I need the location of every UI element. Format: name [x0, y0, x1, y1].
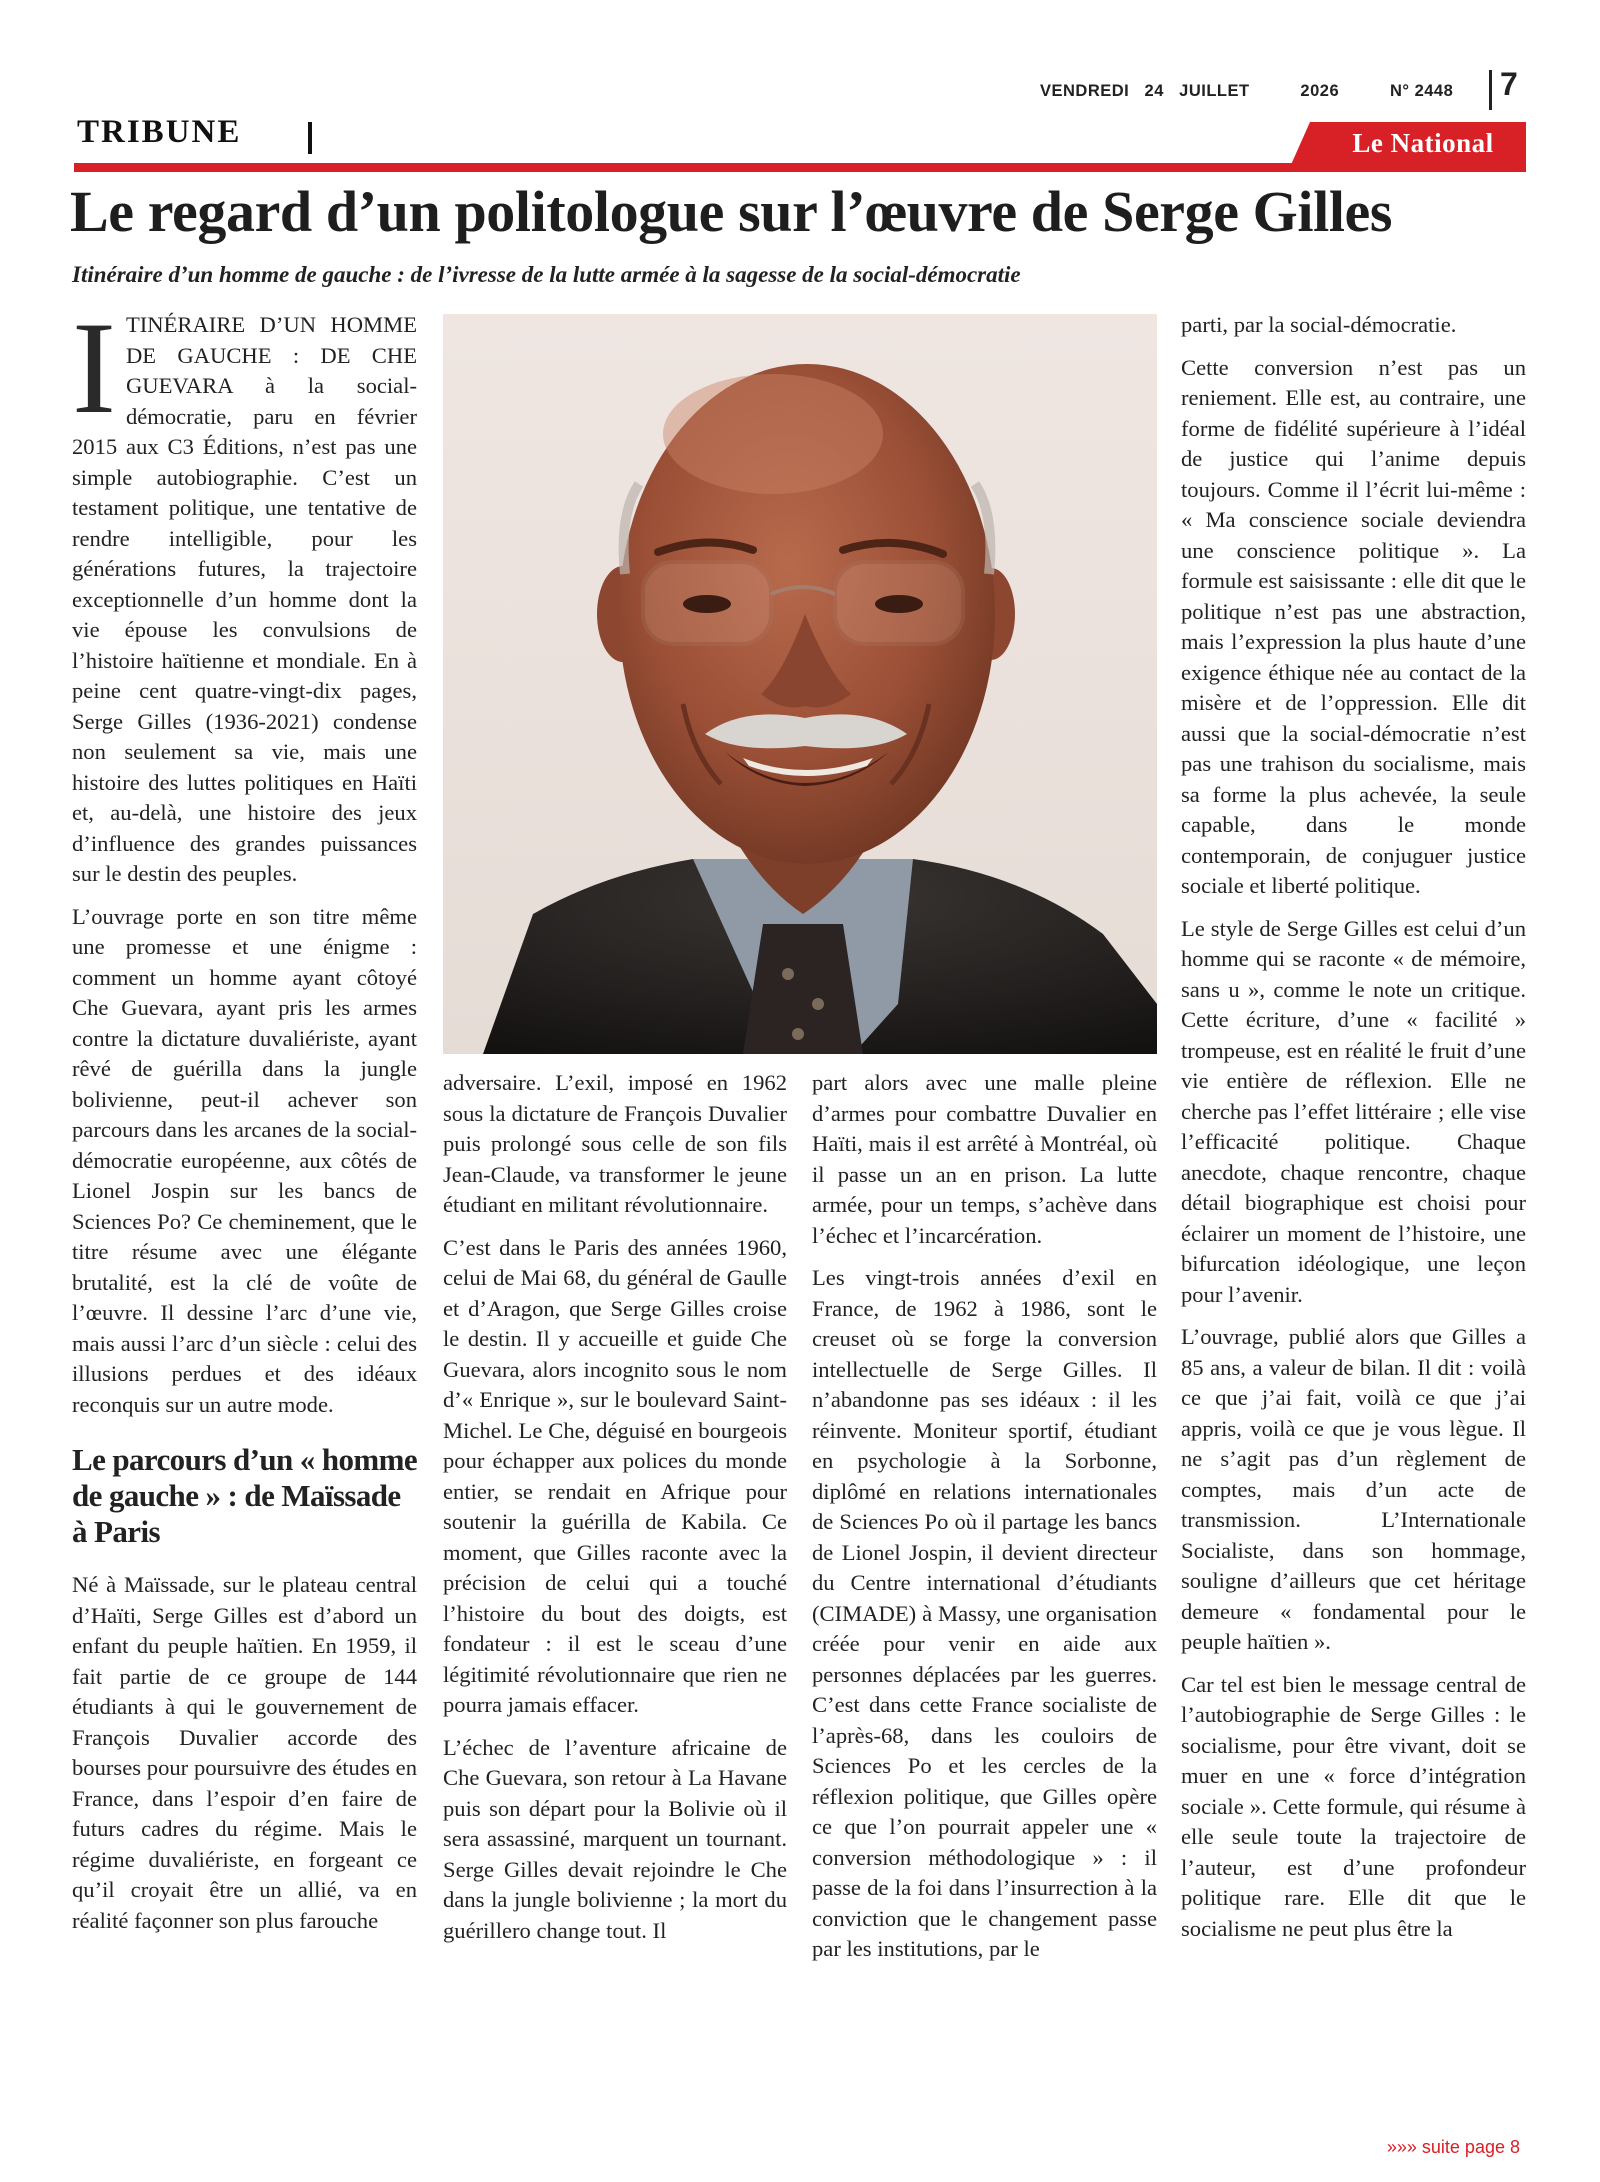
paragraph: L’échec de l’aventure africaine de Che Guevara, son retour à La Havane puis son départ pour la Bolivie où il sera assassiné, marquent un tournant. Serge Gilles devait rejoindre le Che dans la jungle bolivienne ; la mort du guérillero change tout. Il: [443, 1734, 787, 1943]
issue-year: 2026: [1300, 82, 1340, 100]
issue-month: JUILLET: [1179, 82, 1250, 100]
article-column-3: [812, 1068, 1157, 1977]
article-column-1: [72, 294, 417, 1948]
paragraph: L’ouvrage porte en son titre même une promesse et une énigme : comment un homme ayant côtoyé Che Guevara, ayant pris les armes contre la dictature duvaliériste, ayant rêvé de guérilla dans la jungle bolivienne, peut-il achever son parcours dans les arcanes de la social-démocratie européenne, aux côtés de Lionel Jospin sur les bancs de Sciences Po? Ce cheminement, que le titre résume avec une élégante brutalité, est la clé de voûte de l’œuvre. Il dessine l’arc d’une vie, mais aussi l’arc d’un siècle : celui des illusions perdues et des idéaux reconquis sur un autre mode.: [72, 903, 417, 1417]
article-subtitle: Itinéraire d’un homme de gauche : de l’ivresse de la lutte armée à la sagesse de la social-démocratie: [72, 262, 1021, 287]
section-divider: [308, 122, 312, 154]
lede-text: TINÉRAIRE D’UN HOMME DE GAUCHE : DE CHE GUEVARA à la social-démocratie, paru en février 2015 aux C3 Éditions, n’est pas une simple autobiographie. C’est un testament politique, une tentative de rendre intelligible, pour les générations futures, la trajectoire exceptionnelle d’un homme dont la vie épouse les convulsions de l’histoire haïtienne et mondiale. En à peine cent quatre-vingt-dix pages, Serge Gilles (1936-2021) condense non seulement sa vie, mais une histoire des luttes politiques en Haïti et, au-delà, une histoire des jeux d’influence des grandes puissances sur le destin des peuples.: [72, 312, 417, 886]
paragraph: C’est dans le Paris des années 1960, celui de Mai 68, du général de Gaulle et d’Aragon, que Serge Gilles croise le destin. Il y accueille et guide Che Guevara, alors incognito sous le nom d’« Enrique », sur le boulevard Saint-Michel. Le Che, déguisé en bourgeois pour échapper aux polices du monde entier, se rendait en Afrique pour soutenir la guérilla de Kabila. Ce moment, que Gilles raconte avec la précision de celui qui a touché l’histoire du bout des doigts, est fondateur : il est le sceau d’une légitimité révolutionnaire que rien ne pourra jamais effacer.: [443, 1234, 787, 1717]
continued-on-page-link[interactable]: »»» suite page 8: [1386, 2137, 1520, 2157]
paragraph: Les vingt-trois années d’exil en France, de 1962 à 1986, sont le creuset où se forge la conversion intellectuelle de Serge Gilles. Il n’abandonne pas ses idéaux : il les réinvente. Moniteur sportif, étudiant en psychologie à la Sorbonne, diplômé en relations internationales de Sciences Po où il partage les bancs de Lionel Jospin, il devient directeur du Centre international d’étudiants (CIMADE) à Massy, une organisation créée pour venir en aide aux personnes déplacées par les guerres. C’est dans cette France socialiste de l’après-68, dans les couloirs de Sciences Po et les cercles de la réflexion politique, que Gilles opère ce que l’on pourrait appeler une « conversion méthodologique » : il passe de la foi dans l’insurrection à la conviction que le changement passe par les institutions, par le: [812, 1265, 1157, 1961]
article-title: Le regard d’un politologue sur l’œuvre de Serge Gilles: [70, 179, 1393, 244]
drop-cap: I: [72, 294, 116, 441]
author-portrait-photo: [443, 314, 1157, 1054]
paragraph: [72, 294, 417, 890]
header-rule: [74, 163, 1526, 172]
page-number-divider: [1489, 70, 1492, 110]
article-column-4: [1181, 310, 1526, 1956]
section-label: TRIBUNE: [77, 114, 242, 150]
paragraph: adversaire. L’exil, imposé en 1962 sous la dictature de François Duvalier puis prolongé sous celle de son fils Jean-Claude, va transformer le jeune étudiant en militant révolutionnaire.: [443, 1070, 787, 1217]
issue-dateline: [1040, 82, 1460, 101]
paragraph: Né à Maïssade, sur le plateau central d’Haïti, Serge Gilles est d’abord un enfant du peuple haïtien. En 1959, il fait partie de ce groupe de 144 étudiants à qui le gouvernement de François Duvalier accorde des bourses pour poursuivre des études en France, dans l’espoir d’en faire de futurs cadres du régime. Mais le régime duvaliériste, en forgeant ce qu’il croyait être un allié, va en réalité façonner son plus farouche: [72, 1572, 417, 1933]
paragraph: part alors avec une malle pleine d’armes pour combattre Duvalier en Haïti, mais il est arrêté à Montréal, où il passe un an en prison. La lutte armée, pour un temps, s’achève dans l’échec et l’incarcération.: [812, 1070, 1157, 1248]
issue-date: 24: [1144, 82, 1164, 100]
paragraph: Cette conversion n’est pas un reniement. Elle est, au contraire, une forme de fidélité supérieure à l’idéal de justice qui l’anime depuis toujours. Comme il l’écrit lui-même : « Ma conscience sociale deviendra une conscience politique ». La formule est saisissante : elle dit que le politique n’est pas une abstraction, mais l’expression la plus haute d’une exigence éthique née au contact de la misère et de l’oppression. Elle dit aussi que la social-démocratie n’est pas une trahison du socialisme, mais sa forme la plus achevée, la seule capable, dans le monde contemporain, de conjuguer justice sociale et liberté politique.: [1181, 354, 1526, 898]
issue-day: VENDREDI: [1040, 82, 1130, 100]
section-subheading: Le parcours d’un « homme de gauche » : de Maïssade à Paris: [72, 1442, 417, 1549]
paragraph: Car tel est bien le message central de l’autobiographie de Serge Gilles : le socialisme, pour être vivant, doit se muer en une « force d’intégration sociale ». Cette formule, qui résume à elle seule toute la trajectoire de l’auteur, est d’une profondeur politique rare. Elle dit que le socialisme ne peut plus être la: [1181, 1671, 1526, 1941]
newspaper-name: Le National: [1352, 128, 1494, 158]
paragraph: L’ouvrage, publié alors que Gilles a 85 ans, a valeur de bilan. Il dit : voilà ce que j’ai fait, voilà ce que j’ai appris, voilà ce que je vous lègue. Il ne s’agit pas d’un règlement de comptes, mais d’un acte de transmission. L’Internationale Socialiste, dans son hommage, souligne d’ailleurs que cet héritage demeure « fondamental pour le peuple haïtien ».: [1181, 1324, 1526, 1654]
paragraph: Le style de Serge Gilles est celui d’un homme qui se raconte « de mémoire, sans u », comme le note un critique. Cette écriture, d’une « facilité » trompeuse, est en réalité le fruit d’une vie entière de réflexion. Elle ne cherche pas l’effet littéraire ; elle vise l’efficacité politique. Chaque anecdote, chaque rencontre, chaque détail biographique est choisi pour éclairer un moment de l’histoire, une bifurcation idéologique, une leçon pour l’avenir.: [1181, 915, 1526, 1307]
page-number: 7: [1500, 66, 1518, 102]
portrait-illustration: [443, 314, 1157, 1054]
article-column-2: [443, 1068, 787, 1958]
paragraph: parti, par la social-démocratie.: [1181, 312, 1457, 337]
issue-number: N° 2448: [1389, 82, 1454, 100]
